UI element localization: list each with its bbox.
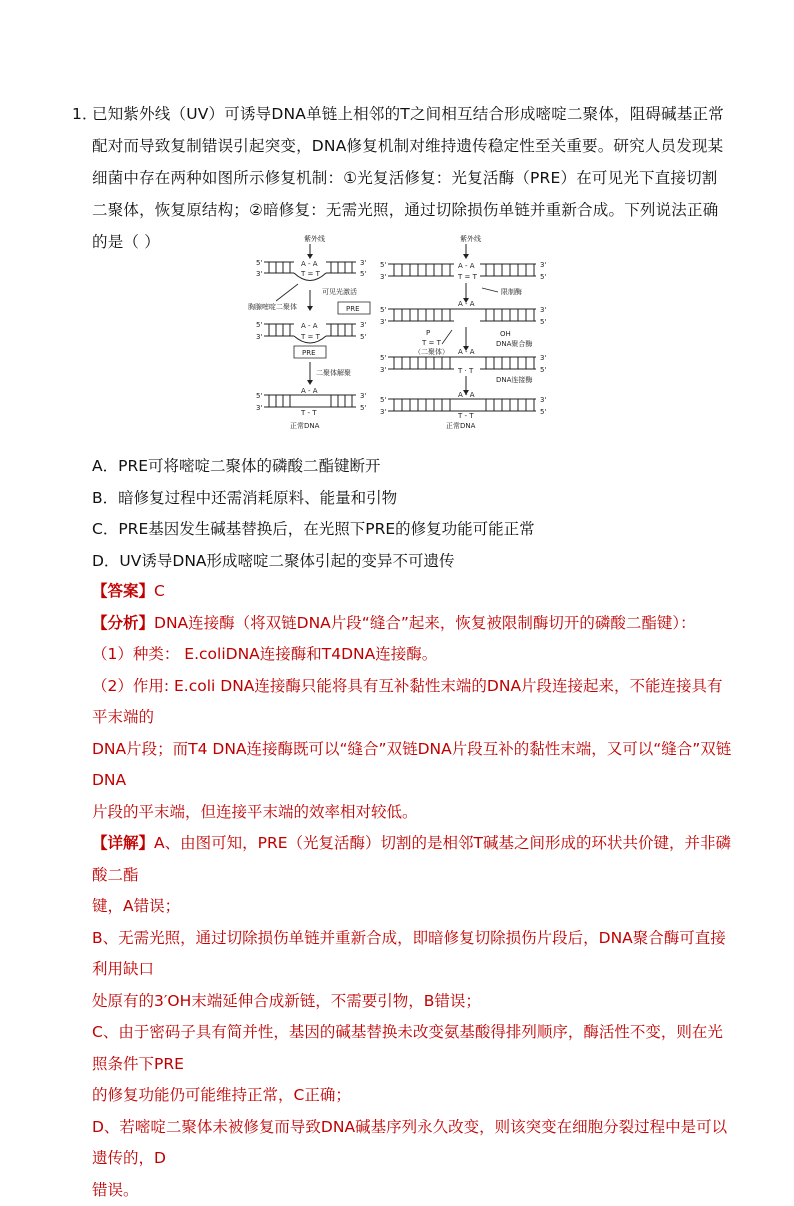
svg-text:3': 3' xyxy=(540,306,546,314)
svg-text:5': 5' xyxy=(540,273,546,281)
svg-text:P: P xyxy=(426,329,430,337)
dna-ligase-label: DNA连接酶 xyxy=(496,375,532,384)
question-number: 1． xyxy=(72,98,98,130)
svg-text:5': 5' xyxy=(256,259,262,267)
svg-text:A - A: A - A xyxy=(458,300,475,308)
restriction-label: 限制酶 xyxy=(501,287,522,296)
uv-label-left: 紫外线 xyxy=(304,234,325,243)
answer-options xyxy=(92,451,732,577)
uv-label-right: 紫外线 xyxy=(460,234,481,243)
question-stem: 已知紫外线（UV）可诱导DNA单链上相邻的T之间相互结合形成嘧啶二聚体，阻碍碱基正常配对而导致复制错误引起突变，DNA修复机制对维持遗传稳定性至关重要。研究人员发现某细菌中存在两种如图所示修复机制：①光复活修复：光复活酶（PRE）在可见光下直接切割二聚体，恢复原结构；②暗修复：无需光照，通过切除损伤单链并重新合成。下列说法正确的是（ ） xyxy=(92,98,732,258)
svg-text:5': 5' xyxy=(380,261,386,269)
analysis-line xyxy=(92,608,732,640)
detail-c-2: 的修复功能仍可能维持正常，C正确； xyxy=(92,1080,732,1112)
detail-b-1: B、无需光照，通过切除损伤单链并重新合成，即暗修复切除损伤片段后，DNA聚合酶可直接利用缺口 xyxy=(92,923,732,986)
option-a: A．PRE可将嘧啶二聚体的磷酸二酯键断开 xyxy=(92,451,732,483)
option-c: C．PRE基因发生碱基替换后，在光照下PRE的修复功能可能正常 xyxy=(92,514,732,546)
normal-dna-right: 正常DNA xyxy=(446,421,476,430)
normal-dna-left: 正常DNA xyxy=(290,421,320,430)
svg-text:3': 3' xyxy=(256,333,262,341)
analysis-point-2-line-2: DNA片段；而T4 DNA连接酶既可以“缝合”双链DNA片段互补的黏性末端，又可以“缝合”双链DNA xyxy=(92,734,732,797)
dimer-label: 胸腺嘧啶二聚体 xyxy=(248,302,297,311)
svg-text:5': 5' xyxy=(380,396,386,404)
svg-text:5': 5' xyxy=(540,408,546,416)
svg-text:3': 3' xyxy=(256,270,262,278)
svg-text:3': 3' xyxy=(540,396,546,404)
svg-text:A - A: A - A xyxy=(301,387,318,395)
analysis-point-2-line-1: （2）作用: E.coli DNA连接酶只能将具有互补黏性末端的DNA片段连接起来，不能连接具有平末端的 xyxy=(92,671,732,734)
svg-text:5': 5' xyxy=(360,270,366,278)
svg-text:5': 5' xyxy=(360,333,366,341)
svg-text:5': 5' xyxy=(256,321,262,329)
svg-text:3': 3' xyxy=(360,392,366,400)
detail-label: 【详解】 xyxy=(92,834,154,852)
dimer-cleave-label: 二聚体解聚 xyxy=(316,368,351,377)
analysis-point-1: （1）种类： E.coliDNA连接酶和T4DNA连接酶。 xyxy=(92,639,732,671)
svg-text:（二聚体）: （二聚体） xyxy=(414,347,449,356)
svg-text:5': 5' xyxy=(380,306,386,314)
detail-line xyxy=(92,828,732,891)
detail-d-2: 错误。 xyxy=(92,1175,732,1206)
svg-text:T = T: T = T xyxy=(421,339,442,347)
svg-text:PRE: PRE xyxy=(346,305,360,313)
svg-text:A - A: A - A xyxy=(458,391,475,399)
svg-text:T = T: T = T xyxy=(300,333,321,341)
option-d: D．UV诱导DNA形成嘧啶二聚体引起的变异不可遗传 xyxy=(92,546,732,578)
detail-b-2: 处原有的3′OH末端延伸合成新链，不需要引物，B错误； xyxy=(92,986,732,1018)
detail-d-1: D、若嘧啶二聚体未被修复而导致DNA碱基序列永久改变，则该突变在细胞分裂过程中是可以遗传的，D xyxy=(92,1112,732,1175)
dna-polymerase-label: DNA聚合酶 xyxy=(496,339,532,348)
analysis-intro: DNA连接酶（将双链DNA片段“缝合”起来，恢复被限制酶切开的磷酸二酯键）： xyxy=(154,614,696,632)
svg-text:T · T: T · T xyxy=(457,367,474,375)
svg-text:T - T: T - T xyxy=(457,412,474,420)
svg-text:PRE: PRE xyxy=(302,349,316,357)
svg-text:3': 3' xyxy=(540,261,546,269)
answer-value: C xyxy=(154,582,165,600)
svg-text:3': 3' xyxy=(360,259,366,267)
svg-text:3': 3' xyxy=(540,354,546,362)
answer-label: 【答案】 xyxy=(92,582,154,600)
svg-text:A - A: A - A xyxy=(458,262,475,270)
svg-text:3': 3' xyxy=(380,408,386,416)
svg-text:5': 5' xyxy=(540,318,546,326)
answer-line xyxy=(92,576,732,608)
option-b: B．暗修复过程中还需消耗原料、能量和引物 xyxy=(92,483,732,515)
svg-text:A - A: A - A xyxy=(458,348,475,356)
analysis-point-2-line-3: 片段的平末端，但连接平末端的效率相对较低。 xyxy=(92,797,732,829)
detail-c-1: C、由于密码子具有简并性，基因的碱基替换未改变氨基酸得排列顺序，酶活性不变，则在光照条件下PRE xyxy=(92,1017,732,1080)
svg-text:3': 3' xyxy=(360,321,366,329)
svg-text:3': 3' xyxy=(380,273,386,281)
svg-text:3': 3' xyxy=(256,404,262,412)
svg-text:A - A: A - A xyxy=(301,260,318,268)
analysis-label: 【分析】 xyxy=(92,614,154,632)
svg-text:T = T: T = T xyxy=(457,273,478,281)
detail-a-2: 键，A错误； xyxy=(92,891,732,923)
dna-repair-figure xyxy=(246,232,566,432)
svg-text:3': 3' xyxy=(380,366,386,374)
svg-text:5': 5' xyxy=(380,354,386,362)
svg-text:T - T: T - T xyxy=(300,409,317,417)
detail-a-1: A、由图可知，PRE（光复活酶）切割的是相邻T碱基之间形成的环状共价键，并非磷酸二酯 xyxy=(92,834,731,884)
svg-text:5': 5' xyxy=(256,392,262,400)
svg-text:3': 3' xyxy=(380,318,386,326)
svg-text:5': 5' xyxy=(540,366,546,374)
svg-text:5': 5' xyxy=(360,404,366,412)
solution-block xyxy=(92,576,732,1206)
svg-text:A - A: A - A xyxy=(301,322,318,330)
oh-label: OH xyxy=(500,330,511,338)
visible-light-label: 可见光激活 xyxy=(322,287,357,296)
svg-text:T = T: T = T xyxy=(300,270,321,278)
